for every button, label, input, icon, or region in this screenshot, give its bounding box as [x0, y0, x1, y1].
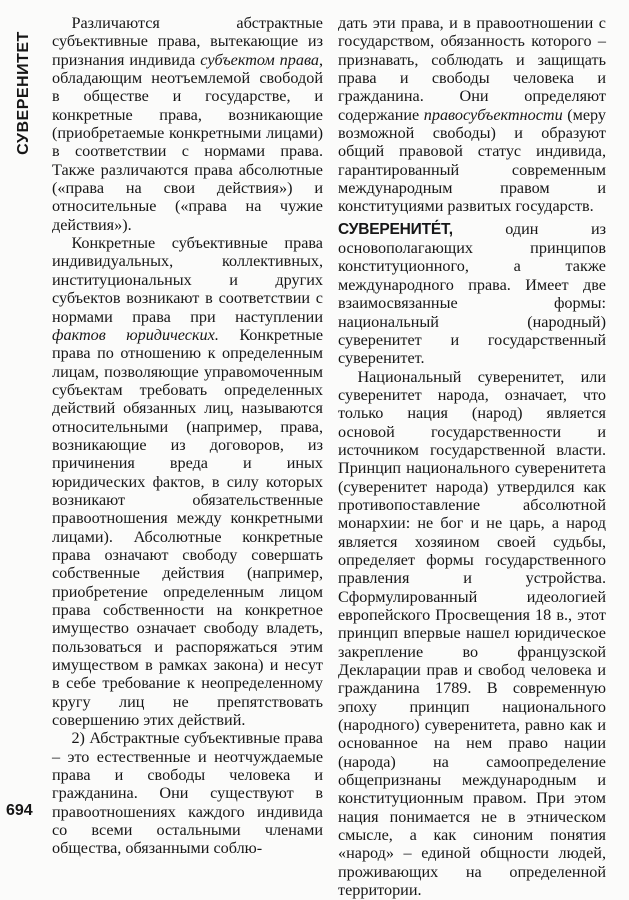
text-run: один из основополагающих принципов конституционного, а также международного права. Имеет две взаимосвязанные формы: национальный (народный) суверенитет и государственный суверенитет.: [338, 219, 606, 368]
text-run: дать эти права, и в правоотношении с государством, обязанность которого – признавать, соблюдать и защищать права и свободы человека и гражданина. Они определяют содержание: [338, 14, 606, 124]
paragraph: 2) Абстрактные субъективные права – это естественные и неотчуждаемые права и свободы человека и гражданина. Они существуют в правоотношениях каждого индивида со всеми остальными членами общества, обязанными соблю-: [52, 729, 323, 858]
italic-term: субъектом права: [200, 50, 319, 69]
entry-headword: СУВЕРЕНИТЕ́Т,: [338, 220, 453, 238]
dictionary-entry: [338, 220, 606, 368]
running-head-text: СУВЕРЕНИТЕТ: [15, 31, 33, 155]
right-column: [338, 14, 606, 900]
text-run: Конкретные субъективные права индивидуальных, коллективных, институциональных и других субъектов возникают в соответствии с нормами права при наступлении: [52, 234, 323, 326]
text-run: Различаются абстрактные субъективные права, вытекающие из признания индивида: [52, 14, 323, 69]
left-column: [52, 14, 323, 858]
running-head: [8, 18, 40, 168]
italic-term: фактов юридических.: [52, 325, 219, 344]
page-number: 694: [6, 802, 33, 819]
paragraph: Национальный суверенитет, или суверенитет народа, означает, что только нация (народ) является основой государственности и источником государственной власти. Принцип национального суверенитета (суверенитет народа) утвердился как противопоставление абсолютной монархии: не бог и не царь, а народ является хозяином своей судьбы, определяет формы государственного правления и устройства. Сформулированный идеологией европейского Просвещения 18 в., этот принцип впервые нашел юридическое закрепление во французской Декларации прав и свобод человека и гражданина 1789. В современную эпоху принцип национального (народного) суверенитета, равно как и основанное на нем право нации (народа) на самоопределение общепризнаны международным и конституционным правом. При этом нация понимается не в этническом смысле, а как синоним понятия «народ» – единой общности людей, проживающих на определенной территории.: [338, 367, 606, 900]
paragraph-continued: [338, 14, 606, 216]
text-run: , обладающим неотъемлемой свободой в обществе и государстве, и конкретные права, возникающие (приобретаемые конкретными лицами) в соответствии с нормами права. Также различаются права абсолютные («права на свои действия») и относительные («права на чужие действия»).: [52, 50, 324, 234]
paragraph: [52, 234, 323, 729]
paragraph: [52, 14, 323, 234]
text-run: Конкретные права по отношению к определенным лицам, позволяющие управомоченным субъектам требовать определенных действий обязанных лиц, называются относительными (например, права, возникающие из договоров, из причинения вреда и иных юридических фактов, в силу которых возникают обязательственные правоотношения между конкретными лицами). Абсолютные конкретные права означают свободу совершать собственные действия (например, приобретение определенным лицом права собственности на конкретное имущество означает свободу владеть, пользоваться и распоряжаться этим имуществом в рамках закона) и несут в себе требование к неопределенному кругу лиц не препятствовать совершению этих действий.: [52, 325, 324, 730]
text-run: (меру возможной свободы) и образуют общий правовой статус индивида, гарантированный современным международным правом и конституциями развитых государств.: [338, 105, 606, 216]
italic-term: правосубъектности: [423, 105, 563, 124]
